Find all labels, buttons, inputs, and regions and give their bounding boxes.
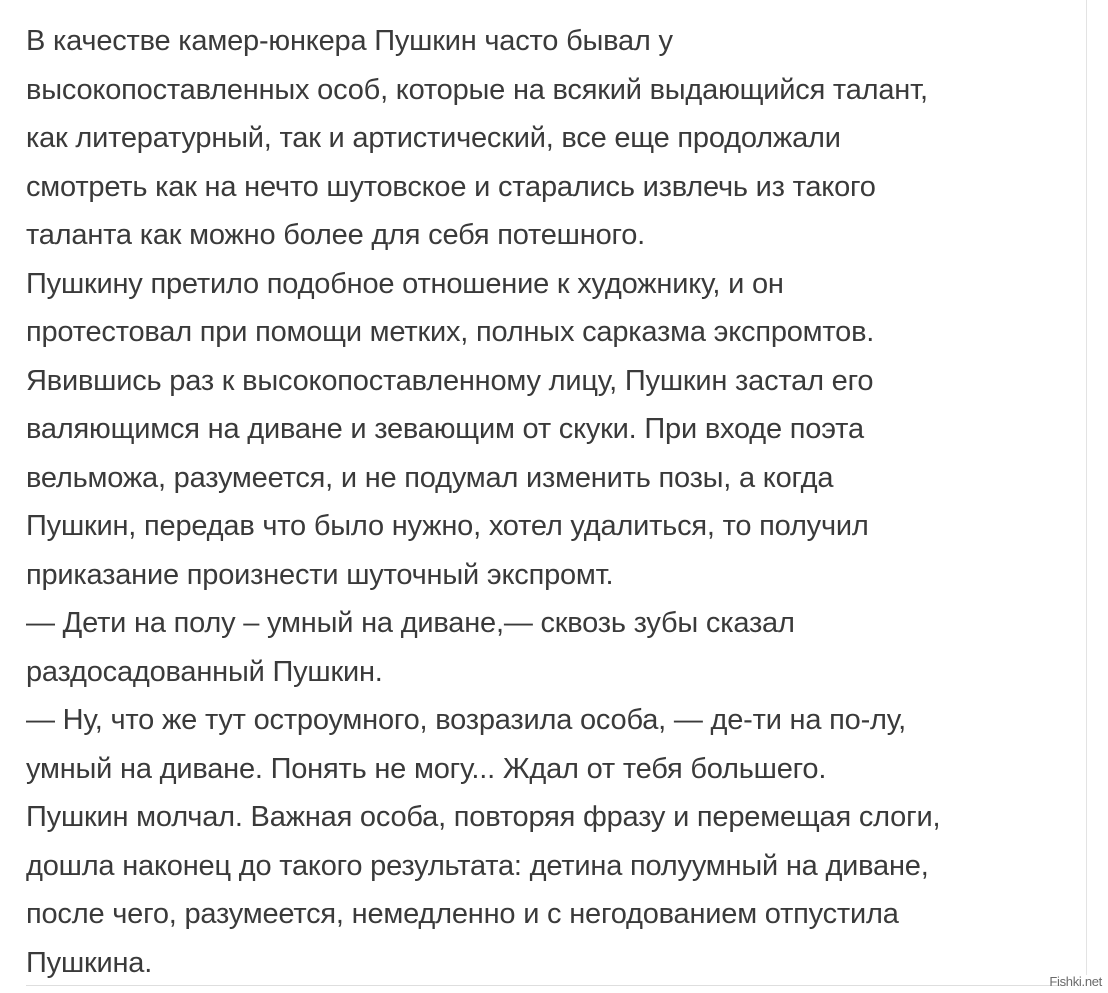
text-line: протестовал при помощи метких, полных сарказма экспромтов. [26,316,875,348]
text-line: таланта как можно более для себя потешного. [26,219,646,251]
text-line: Пушкин молчал. Важная особа, повторяя фразу и перемещая слоги, [26,801,941,833]
text-line: В качестве камер-юнкера Пушкин часто бывал у [26,25,673,57]
text-line: дошла наконец до такого результата: детина полуумный на диване, [26,849,929,882]
text-line: приказание произнести шуточный экспромт. [26,558,614,591]
article-text [26,17,1076,987]
text-line: высокопоставленных особ, которые на всякий выдающийся талант, [26,73,928,106]
text-line: вельможа, разумеется, и не подумал изменить позы, а когда [26,461,834,494]
text-line: как литературный, так и артистический, все еще продолжали [26,122,841,154]
bottom-divider [26,985,1066,986]
text-line: — Ну, что же тут остроумного, возразила особа, — де-ти на по-лу, [26,704,907,736]
text-line: раздосадованный Пушкин. [26,655,383,688]
text-line: Явившись раз к высокопоставленному лицу, Пушкин застал его [26,364,874,397]
content-edge-divider [1086,0,1087,975]
text-line: после чего, разумеется, немедленно и с негодованием отпустила [26,898,899,930]
text-line: смотреть как на нечто шутовское и старались извлечь из такого [26,170,876,203]
text-line: — Дети на полу – умный на диване,— сквозь зубы сказал [26,607,795,639]
text-line: Пушкин, передав что было нужно, хотел удалиться, то получил [26,510,869,542]
text-line: Пушкину претило подобное отношение к художнику, и он [26,267,784,300]
text-line: валяющимся на диване и зевающим от скуки. При входе поэта [26,413,864,445]
text-line: умный на диване. Понять не могу... Ждал от тебя большего. [26,752,827,785]
watermark: Fishki.net [1049,974,1102,989]
text-line: Пушкина. [26,946,153,979]
